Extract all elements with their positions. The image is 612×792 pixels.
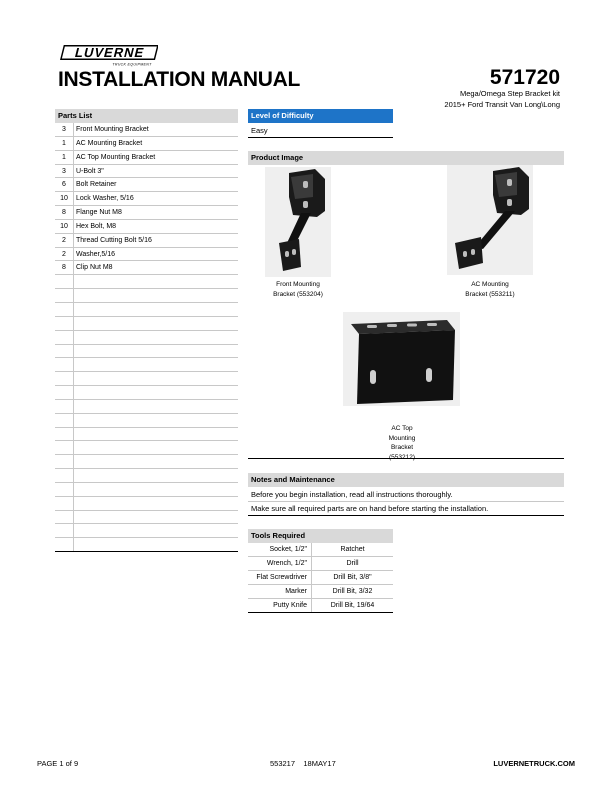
part-description: U-Bolt 3" (76, 167, 104, 175)
document-code: 553217 18MAY17 (270, 759, 336, 768)
part-qty (55, 414, 74, 427)
part-qty (55, 345, 74, 358)
tools-table (248, 543, 393, 613)
part-qty: 1 (55, 137, 74, 150)
part-description (74, 483, 76, 496)
website-link[interactable]: LUVERNETRUCK.COM (493, 759, 575, 768)
part-qty (55, 483, 74, 496)
tool-name: Drill Bit, 3/32 (332, 588, 373, 595)
table-row (55, 358, 238, 372)
table-row (55, 538, 238, 552)
part-qty (55, 303, 74, 316)
tool-name: Flat Screwdriver (248, 571, 312, 584)
note-line: Before you begin installation, read all instructions thoroughly. (251, 490, 453, 499)
table-row (55, 289, 238, 303)
part-description (74, 345, 76, 358)
part-description (74, 538, 76, 551)
part-description: Bolt Retainer (76, 181, 117, 189)
part-description (74, 303, 76, 316)
ac-top-bracket-caption: AC Top Mounting Bracket (553212) (388, 425, 416, 461)
page-number: PAGE 1 of 9 (37, 759, 79, 768)
tool-name: Socket, 1/2" (248, 543, 312, 556)
table-row (55, 234, 238, 248)
part-qty (55, 358, 74, 371)
part-qty (55, 497, 74, 510)
part-qty (55, 372, 74, 385)
note-line: Make sure all required parts are on hand before starting the installation. (251, 504, 489, 513)
part-description: AC Mounting Bracket (76, 139, 143, 147)
table-row (55, 303, 238, 317)
part-description: AC Top Mounting Bracket (76, 153, 156, 161)
part-qty: 3 (55, 165, 74, 178)
table-row (55, 511, 238, 525)
table-row (55, 386, 238, 400)
part-qty (55, 331, 74, 344)
tool-name: Drill Bit, 3/8" (333, 574, 372, 581)
table-row (55, 220, 238, 234)
notes-heading: Notes and Maintenance (248, 473, 564, 487)
front-mounting-bracket-image (265, 167, 331, 277)
table-row (55, 400, 238, 414)
part-description (74, 317, 76, 330)
luverne-logo (58, 44, 158, 68)
part-description: Thread Cutting Bolt 5/16 (76, 236, 152, 244)
part-qty (55, 469, 74, 482)
tools-heading: Tools Required (248, 529, 393, 543)
part-description (74, 358, 76, 371)
part-qty (55, 400, 74, 413)
tool-name: Drill (346, 560, 359, 567)
table-row (55, 206, 238, 220)
difficulty-value: Easy (251, 126, 268, 135)
part-qty (55, 511, 74, 524)
part-number: 571720 (489, 66, 560, 89)
tool-name: Marker (248, 585, 312, 598)
ac-mounting-bracket-image (447, 165, 533, 275)
table-row (55, 345, 238, 359)
part-description (74, 524, 76, 537)
part-qty: 2 (55, 234, 74, 247)
part-description: Flange Nut M8 (76, 209, 122, 217)
part-description (74, 497, 76, 510)
part-qty (55, 275, 74, 288)
part-qty (55, 317, 74, 330)
divider (248, 515, 564, 516)
tool-name: Wrench, 1/2" (248, 557, 312, 570)
part-qty: 6 (55, 178, 74, 191)
difficulty-heading: Level of Difficulty (248, 109, 393, 123)
table-row (248, 557, 393, 571)
part-description: Front Mounting Bracket (76, 126, 149, 133)
ac-top-mounting-bracket-image (343, 312, 460, 406)
part-description (74, 428, 76, 441)
tool-name: Putty Knife (248, 599, 312, 612)
part-qty: 10 (55, 192, 74, 205)
table-row (55, 331, 238, 345)
parts-list-heading: Parts List (55, 109, 238, 123)
table-row (55, 524, 238, 538)
part-description (74, 455, 76, 468)
table-row (55, 469, 238, 483)
table-row (55, 275, 238, 289)
table-row (55, 497, 238, 511)
part-description (74, 372, 76, 385)
page-title: INSTALLATION MANUAL (58, 68, 300, 91)
kit-name: Mega/Omega Step Bracket kit (459, 89, 560, 98)
part-qty: 1 (55, 151, 74, 164)
svg-text:LUVERNE: LUVERNE (73, 45, 147, 61)
parts-list (55, 123, 238, 552)
part-qty (55, 289, 74, 302)
part-qty (55, 455, 74, 468)
part-description (74, 414, 76, 427)
table-row (55, 428, 238, 442)
table-row (55, 137, 238, 151)
part-description: Washer,5/16 (76, 250, 116, 258)
part-qty (55, 524, 74, 537)
vehicle-fitment: 2015+ Ford Transit Van Long\Long (444, 100, 560, 109)
table-row (55, 483, 238, 497)
table-row (55, 192, 238, 206)
table-row (248, 599, 393, 613)
part-qty: 8 (55, 261, 74, 274)
part-description: Hex Bolt, M8 (76, 222, 117, 230)
part-description: Clip Nut M8 (76, 264, 113, 272)
svg-text:TRUCK EQUIPMENT: TRUCK EQUIPMENT (112, 62, 152, 67)
part-qty: 2 (55, 248, 74, 261)
table-row (55, 248, 238, 262)
table-row (55, 123, 238, 137)
part-qty (55, 386, 74, 399)
divider (248, 137, 393, 138)
part-description (74, 289, 76, 302)
table-row (55, 151, 238, 165)
product-image-heading: Product Image (248, 151, 564, 165)
table-row (55, 372, 238, 386)
table-row (248, 543, 393, 557)
table-row (248, 585, 393, 599)
front-bracket-caption: Front Mounting Bracket (553204) (273, 281, 323, 298)
table-row (55, 414, 238, 428)
part-description (74, 331, 76, 344)
part-qty: 10 (55, 220, 74, 233)
divider (248, 501, 564, 502)
table-row (55, 178, 238, 192)
part-description (74, 400, 76, 413)
part-description: Lock Washer, 5/16 (76, 195, 134, 203)
part-description (74, 386, 76, 399)
part-description (74, 275, 76, 288)
ac-bracket-caption: AC Mounting Bracket (553211) (465, 281, 515, 298)
part-qty (55, 538, 74, 551)
part-description (74, 441, 76, 454)
part-qty: 8 (55, 206, 74, 219)
part-description (74, 469, 76, 482)
part-qty (55, 441, 74, 454)
tool-name: Drill Bit, 19/64 (330, 602, 375, 609)
table-row (248, 571, 393, 585)
table-row (55, 261, 238, 275)
table-row (55, 441, 238, 455)
table-row (55, 317, 238, 331)
part-description (74, 511, 76, 524)
divider (248, 458, 564, 459)
table-row (55, 455, 238, 469)
part-qty (55, 428, 74, 441)
part-qty: 3 (55, 123, 74, 136)
table-row (55, 165, 238, 179)
tool-name: Ratchet (340, 546, 365, 553)
